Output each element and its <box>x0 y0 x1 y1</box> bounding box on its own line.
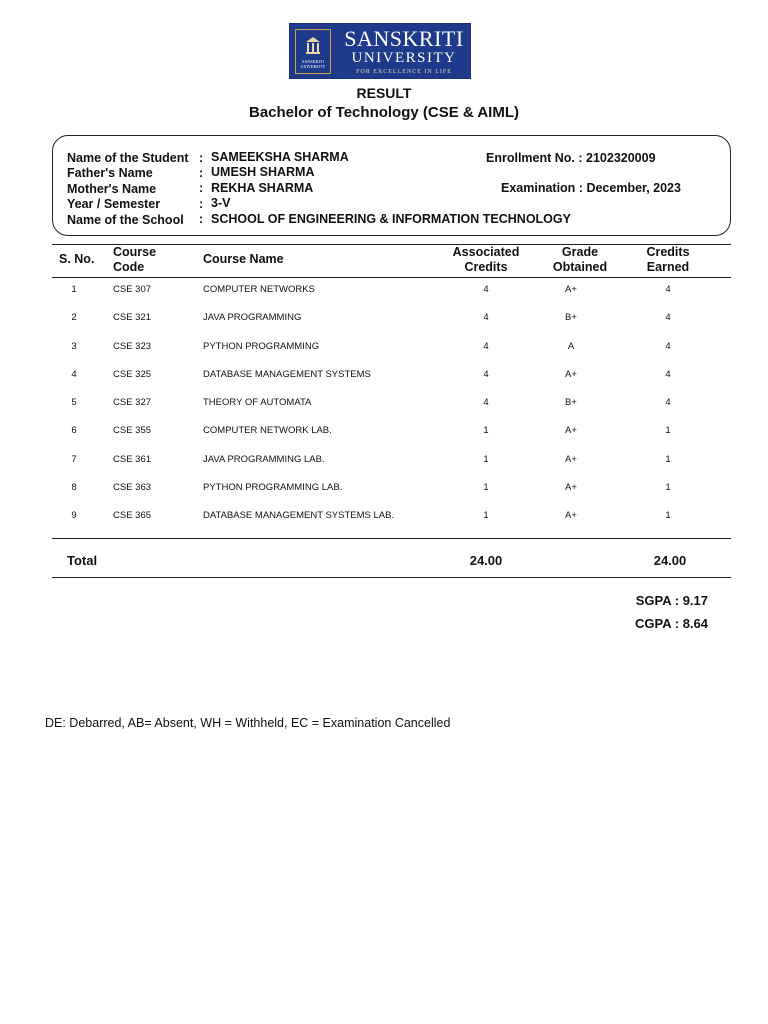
examination-label: Examination : <box>501 181 583 195</box>
row-grade: A+ <box>565 425 577 436</box>
header-course-code-1: Course <box>113 245 157 259</box>
school-name: SCHOOL OF ENGINEERING & INFORMATION TECHNOLOGY <box>211 212 571 226</box>
row-code: CSE 327 <box>113 397 152 408</box>
colon: : <box>199 197 204 211</box>
student-name-label: Name of the Student <box>67 151 189 165</box>
document-title: RESULT <box>356 85 412 101</box>
enrollment-label: Enrollment No. : <box>486 151 583 165</box>
row-grade: A+ <box>565 482 577 493</box>
university-emblem <box>295 29 331 74</box>
row-code: CSE 307 <box>113 284 152 295</box>
row-credits: 4 <box>483 312 489 323</box>
row-sno: 5 <box>71 397 77 408</box>
row-course-name: COMPUTER NETWORKS <box>203 284 315 295</box>
row-course-name: JAVA PROGRAMMING LAB. <box>203 454 325 465</box>
header-credits-earned-1: Credits <box>646 245 690 259</box>
colon: : <box>199 212 204 226</box>
row-grade: A+ <box>565 510 577 521</box>
row-earned: 4 <box>665 397 671 408</box>
row-code: CSE 321 <box>113 312 152 323</box>
row-code: CSE 363 <box>113 482 152 493</box>
row-sno: 4 <box>71 369 77 380</box>
colon: : <box>199 166 204 180</box>
row-course-name: COMPUTER NETWORK LAB. <box>203 425 332 436</box>
row-course-name: THEORY OF AUTOMATA <box>203 397 312 408</box>
row-course-name: PYTHON PROGRAMMING <box>203 341 320 352</box>
row-earned: 1 <box>665 482 671 493</box>
row-grade: A+ <box>565 369 577 380</box>
temple-icon <box>305 36 321 56</box>
row-credits: 4 <box>483 397 489 408</box>
examination-session: December, 2023 <box>586 181 681 195</box>
year-semester-label: Year / Semester <box>67 197 161 211</box>
row-earned: 4 <box>665 284 671 295</box>
row-grade: B+ <box>565 312 577 323</box>
row-course-name: PYTHON PROGRAMMING LAB. <box>203 482 343 493</box>
row-sno: 7 <box>71 454 77 465</box>
row-code: CSE 323 <box>113 341 152 352</box>
row-credits: 1 <box>483 510 489 521</box>
row-sno: 3 <box>71 341 77 352</box>
header-bottom-rule <box>52 277 731 278</box>
university-logo <box>289 23 471 79</box>
header-credits-earned-2: Earned <box>646 260 690 274</box>
abbreviation-legend: DE: Debarred, AB= Absent, WH = Withheld, EC = Examination Cancelled <box>45 716 451 730</box>
examination-row <box>501 181 681 195</box>
row-code: CSE 355 <box>113 425 152 436</box>
row-code: CSE 361 <box>113 454 152 465</box>
row-course-name: DATABASE MANAGEMENT SYSTEMS <box>203 369 371 380</box>
row-grade: B+ <box>565 397 577 408</box>
total-top-rule <box>52 538 731 539</box>
year-semester: 3-V <box>211 196 231 210</box>
row-earned: 1 <box>665 510 671 521</box>
header-grade-1: Grade <box>561 245 599 259</box>
mother-name: REKHA SHARMA <box>211 181 314 195</box>
enrollment-number: 2102320009 <box>586 151 656 165</box>
father-name-label: Father's Name <box>67 166 153 180</box>
school-label: Name of the School <box>67 213 184 227</box>
sgpa: SGPA : 9.17 <box>635 593 708 608</box>
row-earned: 1 <box>665 425 671 436</box>
mother-name-label: Mother's Name <box>67 182 157 196</box>
row-credits: 1 <box>483 482 489 493</box>
program-title: Bachelor of Technology (CSE & AIML) <box>248 104 519 121</box>
cgpa: CGPA : 8.64 <box>635 616 708 631</box>
colon: : <box>199 151 204 165</box>
header-course-name: Course Name <box>203 252 284 266</box>
row-earned: 4 <box>665 369 671 380</box>
row-sno: 6 <box>71 425 77 436</box>
row-earned: 1 <box>665 454 671 465</box>
row-code: CSE 325 <box>113 369 152 380</box>
row-credits: 4 <box>483 341 489 352</box>
header-course-code-2: Code <box>113 260 145 274</box>
total-label: Total <box>67 553 98 568</box>
row-grade: A <box>567 341 575 352</box>
emblem-text: SANSKRITI UNIVERSITY <box>300 59 326 69</box>
row-credits: 4 <box>483 284 489 295</box>
enrollment-row <box>486 151 656 165</box>
total-credits-earned: 24.00 <box>653 553 687 568</box>
header-grade-2: Obtained <box>552 260 608 274</box>
total-bottom-rule <box>52 577 731 578</box>
row-sno: 2 <box>71 312 77 323</box>
header-sno: S. No. <box>59 252 95 266</box>
logo-line2: UNIVERSITY <box>351 50 457 66</box>
row-credits: 4 <box>483 369 489 380</box>
logo-tagline: FOR EXCELLENCE IN LIFE <box>356 69 452 75</box>
logo-line1: SANSKRITI <box>344 26 464 51</box>
row-sno: 9 <box>71 510 77 521</box>
header-associated-credits-2: Credits <box>464 260 508 274</box>
row-grade: A+ <box>565 284 577 295</box>
total-associated-credits: 24.00 <box>469 553 503 568</box>
row-earned: 4 <box>665 312 671 323</box>
row-grade: A+ <box>565 454 577 465</box>
row-sno: 1 <box>71 284 77 295</box>
row-sno: 8 <box>71 482 77 493</box>
student-name: SAMEEKSHA SHARMA <box>211 150 349 164</box>
header-associated-credits-1: Associated <box>452 245 520 259</box>
row-earned: 4 <box>665 341 671 352</box>
father-name: UMESH SHARMA <box>211 165 315 179</box>
row-credits: 1 <box>483 454 489 465</box>
row-credits: 1 <box>483 425 489 436</box>
row-course-name: JAVA PROGRAMMING <box>203 312 302 323</box>
row-code: CSE 365 <box>113 510 152 521</box>
row-course-name: DATABASE MANAGEMENT SYSTEMS LAB. <box>203 510 395 521</box>
colon: : <box>199 181 204 195</box>
